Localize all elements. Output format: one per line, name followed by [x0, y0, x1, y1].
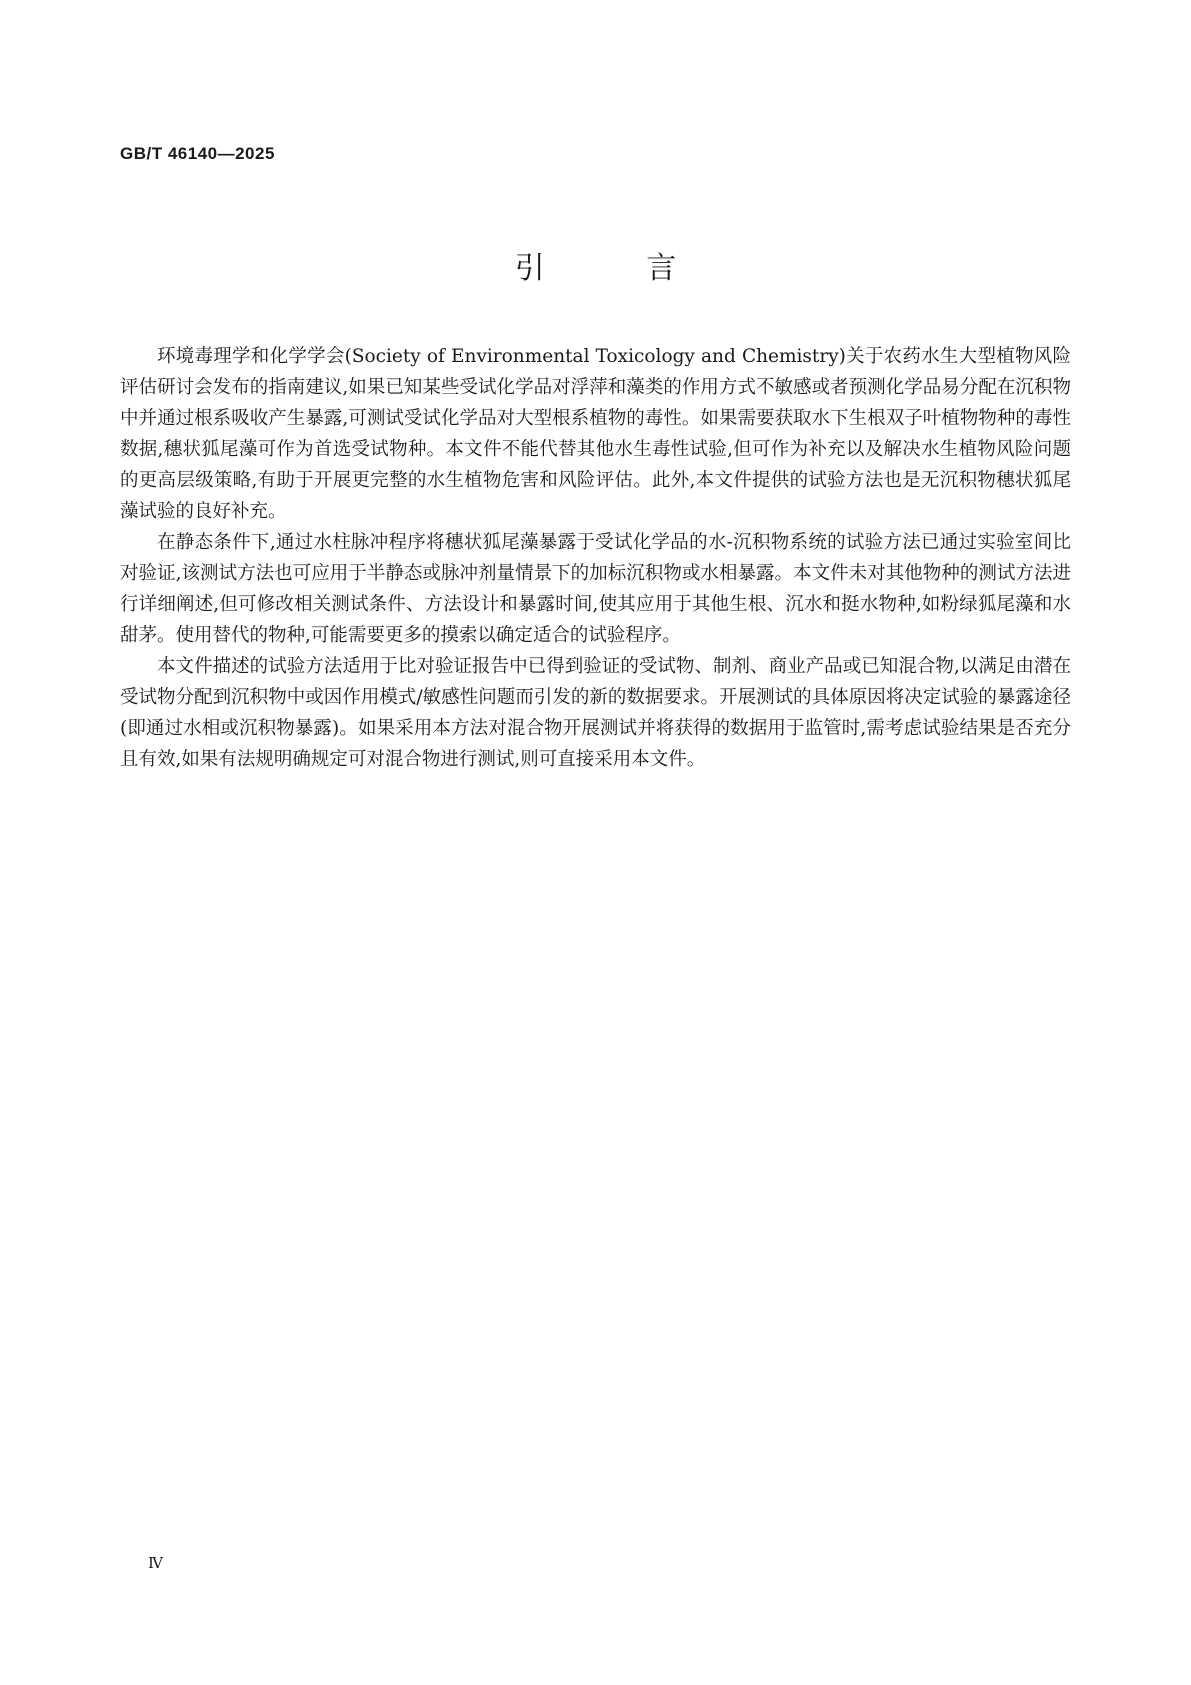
standard-code: GB/T 46140—2025: [120, 144, 275, 163]
paragraph-1: 环境毒理学和化学学会(Society of Environmental Toxicology and Chemistry)关于农药水生大型植物风险评估研讨会发布的指南建议,如果已知某些受试化学品对浮萍和藻类的作用方式不敏感或者预测化学品易分配在沉积物中并通过根系吸收产生暴露,可测试受试化学品对大型根系植物的毒性。如果需要获取水下生根双子叶植物物种的毒性数据,穗状狐尾藻可作为首选受试物种。本文件不能代替其他水生毒性试验,但可作为补充以及解决水生植物风险问题的更高层级策略,有助于开展更完整的水生植物危害和风险评估。此外,本文件提供的试验方法也是无沉积物穗状狐尾藻试验的良好补充。: [120, 346, 1071, 522]
page-number: Ⅳ: [148, 1554, 163, 1572]
section-title: 引 言: [514, 251, 723, 286]
section-body: [120, 341, 1071, 775]
paragraph-2: 在静态条件下,通过水柱脉冲程序将穗状狐尾藻暴露于受试化学品的水-沉积物系统的试验方法已通过实验室间比对验证,该测试方法也可应用于半静态或脉冲剂量情景下的加标沉积物或水相暴露。本文件未对其他物种的测试方法进行详细阐述,但可修改相关测试条件、方法设计和暴露时间,使其应用于其他生根、沉水和挺水物种,如粉绿狐尾藻和水甜茅。使用替代的物种,可能需要更多的摸索以确定适合的试验程序。: [120, 532, 1071, 646]
paragraph-3: 本文件描述的试验方法适用于比对验证报告中已得到验证的受试物、制剂、商业产品或已知混合物,以满足由潜在受试物分配到沉积物中或因作用模式/敏感性问题而引发的新的数据要求。开展测试的具体原因将决定试验的暴露途径(即通过水相或沉积物暴露)。如果采用本方法对混合物开展测试并将获得的数据用于监管时,需考虑试验结果是否充分且有效,如果有法规明确规定可对混合物进行测试,则可直接采用本文件。: [120, 656, 1071, 770]
